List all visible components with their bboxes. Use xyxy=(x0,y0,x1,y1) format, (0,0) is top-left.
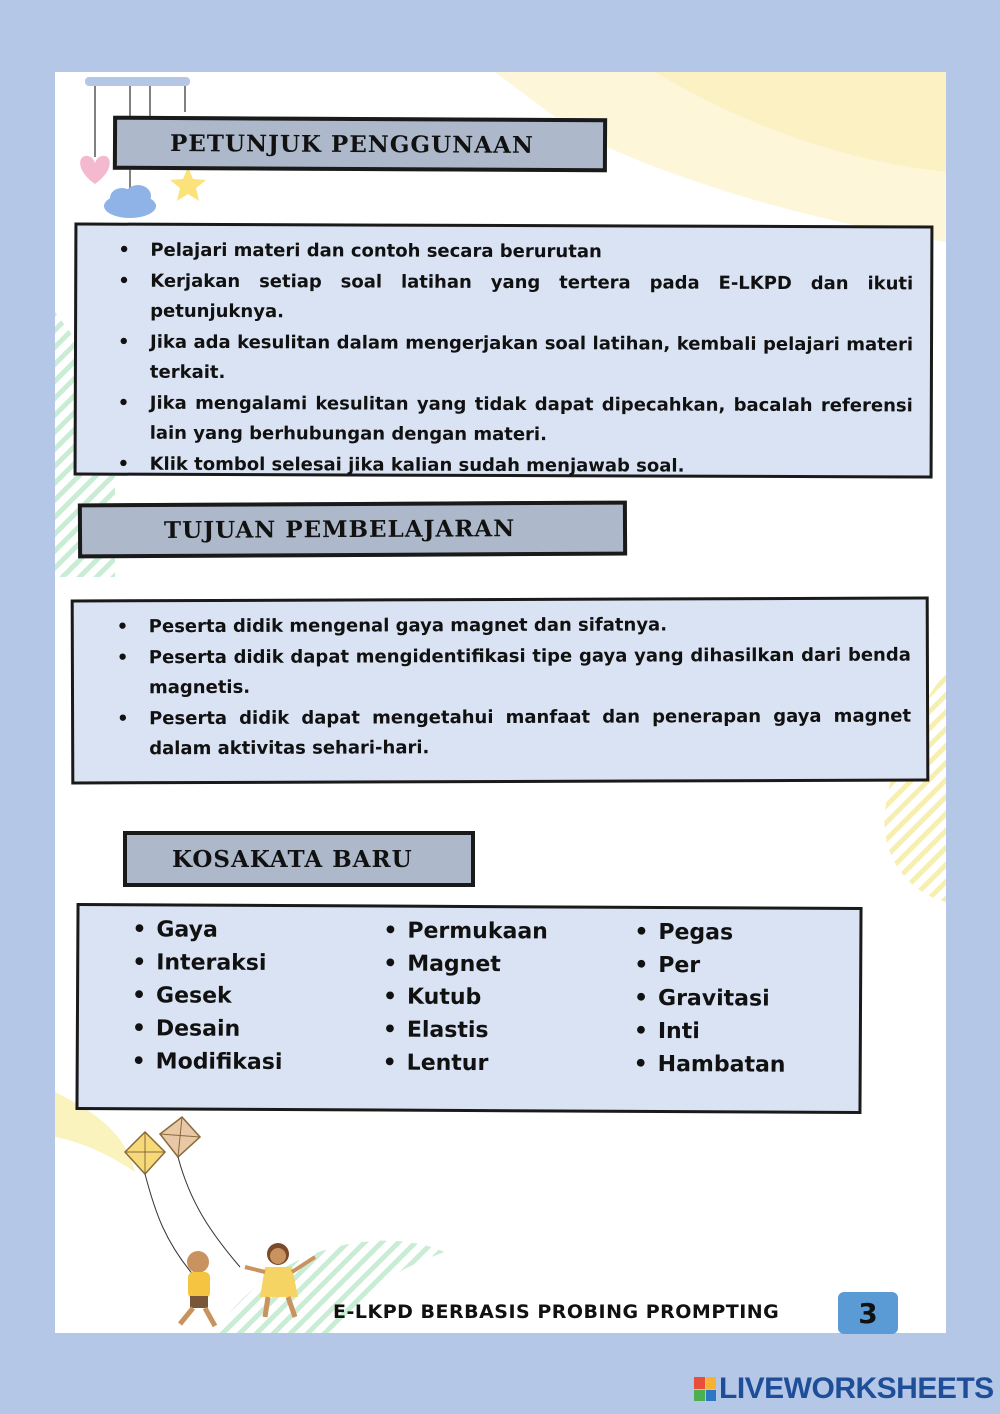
list-item: • Jika ada kesulitan dalam mengerjakan soal latihan, kembali pelajari materi terkait. xyxy=(115,327,913,391)
list-item: • Peserta didik dapat mengetahui manfaat dan penerapan gaya magnet dalam aktivitas sehari-hari. xyxy=(114,701,911,765)
vocab-item: • Hambatan xyxy=(631,1048,786,1082)
page-number-badge: 3 xyxy=(838,1292,898,1334)
vocab-item: • Interaksi xyxy=(129,946,283,980)
liveworksheets-brand[interactable] xyxy=(694,1372,994,1406)
vocab-item: • Permukaan xyxy=(380,915,548,949)
vocab-item: • Gaya xyxy=(129,913,283,947)
vocab-item: • Inti xyxy=(631,1015,786,1049)
petunjuk-list xyxy=(115,236,914,483)
tujuan-list xyxy=(114,610,912,765)
vocab-item: • Per xyxy=(631,949,786,983)
liveworksheets-logo-icon xyxy=(694,1377,716,1401)
list-item: • Peserta didik dapat mengidentifikasi tipe gaya yang dihasilkan dari benda magnetis. xyxy=(114,640,911,704)
vocab-column-2 xyxy=(380,915,548,1081)
brand-name: LIVEWORKSHEETS xyxy=(719,1372,994,1405)
list-item: • Jika mengalami kesulitan yang tidak dapat dipecahkan, bacalah referensi lain yang berhubungan dengan materi. xyxy=(115,388,913,452)
tujuan-panel xyxy=(71,597,930,785)
vocab-item: • Magnet xyxy=(380,948,548,982)
kids-flying-kites-illustration xyxy=(100,1112,330,1332)
kosakata-panel xyxy=(75,903,862,1114)
list-item: • Peserta didik mengenal gaya magnet dan sifatnya. xyxy=(114,610,911,643)
list-item: • Klik tombol selesai jika kalian sudah menjawab soal. xyxy=(115,449,913,482)
worksheet-page xyxy=(55,72,946,1333)
tujuan-title: TUJUAN PEMBELAJARAN xyxy=(163,515,516,544)
list-item: • Pelajari materi dan contoh secara berurutan xyxy=(115,236,913,269)
vocab-column-1 xyxy=(129,913,284,1079)
vocab-item: • Gravitasi xyxy=(631,982,786,1016)
vocab-item: • Gesek xyxy=(129,979,283,1013)
vocab-item: • Desain xyxy=(129,1012,283,1046)
kosakata-heading xyxy=(123,831,475,887)
vocab-column-3 xyxy=(631,916,787,1082)
petunjuk-heading xyxy=(113,116,607,173)
vocab-item: • Pegas xyxy=(631,916,786,950)
tujuan-heading xyxy=(78,501,627,559)
vocab-item: • Modifikasi xyxy=(129,1045,283,1079)
vocab-item: • Kutub xyxy=(380,981,548,1015)
petunjuk-title: PETUNJUK PENGGUNAAN xyxy=(169,129,534,159)
vocab-item: • Elastis xyxy=(380,1014,548,1048)
list-item: • Kerjakan setiap soal latihan yang tertera pada E-LKPD dan ikuti petunjuknya. xyxy=(115,266,913,330)
kosakata-title: KOSAKATA BARU xyxy=(172,845,413,873)
footer-title: E-LKPD BERBASIS PROBING PROMPTING xyxy=(333,1301,780,1323)
petunjuk-panel xyxy=(74,223,934,479)
vocab-item: • Lentur xyxy=(380,1047,548,1081)
